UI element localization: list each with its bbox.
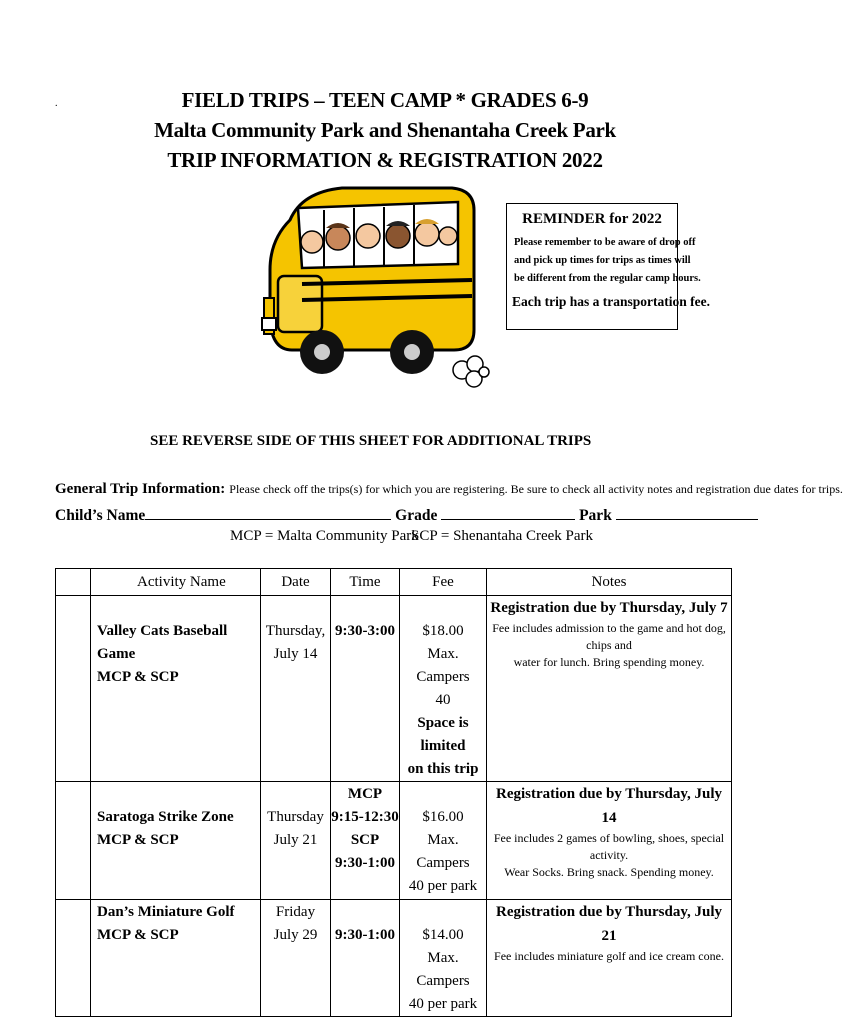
fee-count: 40 per park — [408, 996, 478, 1012]
date-cell — [261, 782, 331, 900]
registration-form-line — [55, 505, 758, 525]
legend-scp: SCP = Shenantaha Creek Park — [411, 528, 594, 544]
general-info-label: General Trip Information: — [55, 481, 226, 497]
fee-limited: Space is limited — [417, 715, 469, 754]
fee-max: Max. Campers — [416, 950, 470, 989]
notes-cell — [487, 782, 732, 900]
fee-amount: $16.00 — [422, 809, 464, 825]
reminder-title: REMINDER for 2022 — [522, 211, 662, 227]
registration-due: Registration due by Thursday, July 7 — [490, 600, 728, 616]
child-name-field[interactable] — [145, 505, 391, 520]
reminder-line-2: and pick up times for trips as times will — [514, 255, 691, 266]
notes-cell — [487, 596, 732, 782]
general-info — [55, 480, 843, 498]
general-info-text: Please check off the trips(s) for which you are registering. Be sure to check all activity notes and registration due dates for trips. — [229, 482, 843, 496]
fee-max: Max. Campers — [416, 646, 470, 685]
note-line-1: Fee includes admission to the game and hot dog, chips and — [492, 621, 726, 652]
page-subtitle-parks: Malta Community Park and Shenantaha Creek Park — [154, 118, 616, 142]
stray-dot: . — [55, 98, 58, 109]
trip-checkbox-valley-cats[interactable] — [56, 596, 91, 782]
trip-checkbox-strike-zone[interactable] — [56, 782, 91, 900]
fee-max: Max. Campers — [416, 832, 470, 871]
activity-header: Activity Name — [91, 569, 261, 596]
note-line-2: Wear Socks. Bring snack. Spending money. — [504, 865, 714, 879]
time-scp-label: SCP — [350, 832, 380, 848]
page-title: FIELD TRIPS – TEEN CAMP * GRADES 6-9 — [181, 88, 589, 112]
activity-parks: MCP & SCP — [97, 669, 179, 685]
activity-parks: MCP & SCP — [97, 927, 179, 943]
fee-limited-2: on this trip — [407, 761, 479, 777]
reminder-box — [506, 203, 710, 330]
table-row — [56, 900, 732, 1017]
fee-cell — [400, 900, 487, 1017]
park-label: Park — [579, 507, 612, 524]
notes-header: Notes — [487, 569, 732, 596]
checkbox-header — [56, 569, 91, 596]
see-reverse-notice: SEE REVERSE SIDE OF THIS SHEET FOR ADDITIONAL TRIPS — [150, 433, 592, 449]
time-scp-value: 9:30-1:00 — [335, 855, 395, 871]
legend-mcp: MCP = Malta Community Park — [230, 528, 419, 544]
table-row — [56, 596, 732, 782]
note-line-1: Fee includes miniature golf and ice cream cone. — [494, 949, 724, 963]
time-cell — [331, 782, 400, 900]
time-value: 9:30-1:00 — [335, 927, 395, 943]
registration-due: Registration due by Thursday, July 21 — [495, 904, 723, 944]
reminder-line-3: be different from the regular camp hours. — [514, 273, 701, 284]
fee-count: 40 — [435, 692, 451, 708]
date-month: July 21 — [273, 832, 318, 848]
activity-cell — [91, 900, 261, 1017]
activity-name: Valley Cats Baseball Game — [97, 623, 228, 662]
grade-field[interactable] — [441, 505, 575, 520]
activity-cell — [91, 596, 261, 782]
park-field[interactable] — [616, 505, 758, 520]
grade-label: Grade — [395, 507, 438, 524]
date-cell — [261, 596, 331, 782]
child-name-label: Child’s Name — [55, 507, 146, 524]
reminder-fee-note: Each trip has a transportation fee. — [512, 294, 710, 309]
reminder-line-1: Please remember to be aware of drop off — [514, 237, 696, 248]
activity-name: Dan’s Miniature Golf — [97, 904, 235, 920]
note-line-1: Fee includes 2 games of bowling, shoes, special activity. — [493, 831, 725, 862]
time-mcp-label: MCP — [347, 786, 383, 802]
note-line-2: water for lunch. Bring spending money. — [513, 655, 705, 669]
registration-due: Registration due by Thursday, July 14 — [495, 786, 723, 826]
activity-name: Saratoga Strike Zone — [97, 809, 234, 825]
time-mcp-value: 9:15-12:30 — [331, 809, 399, 825]
date-day: Friday — [275, 904, 316, 920]
school-bus-icon — [262, 180, 490, 402]
time-cell — [331, 900, 400, 1017]
date-header: Date — [261, 569, 331, 596]
date-month: July 29 — [273, 927, 318, 943]
fee-cell — [400, 596, 487, 782]
fee-count: 40 per park — [408, 878, 478, 894]
time-cell — [331, 596, 400, 782]
date-day: Thursday — [267, 809, 324, 825]
fee-amount: $14.00 — [422, 927, 464, 943]
date-month: July 14 — [273, 646, 318, 662]
notes-cell — [487, 900, 732, 1017]
page-subtitle-registration: TRIP INFORMATION & REGISTRATION 2022 — [167, 148, 603, 172]
table-row — [56, 782, 732, 900]
trips-table — [55, 568, 732, 1017]
table-header-row — [56, 569, 732, 596]
fee-header: Fee — [400, 569, 487, 596]
activity-parks: MCP & SCP — [97, 832, 179, 848]
fee-amount: $18.00 — [422, 623, 464, 639]
time-value: 9:30-3:00 — [335, 623, 395, 639]
date-cell — [261, 900, 331, 1017]
date-day: Thursday, — [265, 623, 326, 639]
fee-cell — [400, 782, 487, 900]
activity-cell — [91, 782, 261, 900]
time-header: Time — [331, 569, 400, 596]
trip-checkbox-mini-golf[interactable] — [56, 900, 91, 1017]
